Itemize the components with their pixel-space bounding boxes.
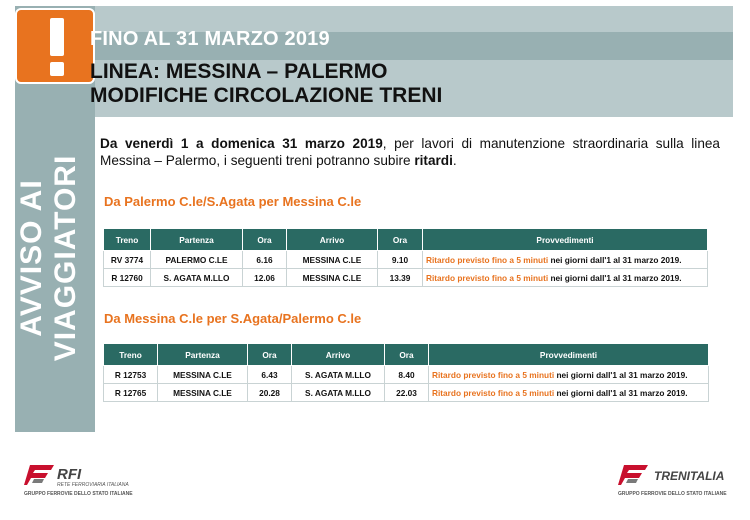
measures xyxy=(423,251,708,269)
divider xyxy=(95,117,733,127)
col-header-partenza: Partenza xyxy=(158,344,248,366)
measures xyxy=(429,384,709,402)
intro-ritardi: ritardi xyxy=(414,153,453,168)
period-text: nei giorni dall'1 al 31 marzo 2019. xyxy=(554,387,688,398)
col-header-ora: Ora xyxy=(243,229,287,251)
rfi-name: RFI xyxy=(57,466,82,483)
col-header-partenza: Partenza xyxy=(151,229,243,251)
train-number: RV 3774 xyxy=(104,251,151,269)
date-banner: FINO AL 31 MARZO 2019 xyxy=(90,28,330,50)
col-header-ora: Ora xyxy=(378,229,423,251)
arrival-station: S. AGATA M.LLO xyxy=(292,366,385,384)
delay-text: Ritardo previsto fino a 5 minuti xyxy=(426,272,549,283)
arrival-time: 22.03 xyxy=(385,384,429,402)
changes-title: MODIFICHE CIRCOLAZIONE TRENI xyxy=(90,84,443,107)
trenitalia-group: GRUPPO FERROVIE DELLO STATO ITALIANE xyxy=(618,491,727,497)
train-number: R 12753 xyxy=(104,366,158,384)
trenitalia-name: TRENITALIA xyxy=(654,469,725,483)
delay-text: Ritardo previsto fino a 5 minuti xyxy=(432,369,555,380)
col-header-treno: Treno xyxy=(104,229,151,251)
fs-logo-icon xyxy=(24,463,56,487)
departure-station: PALERMO C.LE xyxy=(151,251,243,269)
col-header-arrivo: Arrivo xyxy=(287,229,378,251)
intro-text: , per lavori di manutenzione straordinaria sulla linea Messina – Palermo, i seguenti treni potranno subire xyxy=(100,136,720,168)
col-header-ora: Ora xyxy=(248,344,292,366)
table-row xyxy=(104,269,708,287)
delay-text: Ritardo previsto fino a 5 minuti xyxy=(426,254,549,265)
train-number: R 12765 xyxy=(104,384,158,402)
measures xyxy=(429,366,709,384)
measures xyxy=(423,269,708,287)
vertical-line-2: VIAGGIATORI xyxy=(49,154,82,362)
period-text: nei giorni dall'1 al 31 marzo 2019. xyxy=(548,254,682,265)
delay-text: Ritardo previsto fino a 5 minuti xyxy=(432,387,555,398)
intro-dates: Da venerdì 1 a domenica 31 marzo 2019 xyxy=(100,136,383,151)
departure-station: MESSINA C.LE xyxy=(158,384,248,402)
arrival-time: 13.39 xyxy=(378,269,423,287)
rfi-group: GRUPPO FERROVIE DELLO STATO ITALIANE xyxy=(24,491,133,497)
departure-time: 6.16 xyxy=(243,251,287,269)
table-row xyxy=(104,366,709,384)
line-title: LINEA: MESSINA – PALERMO xyxy=(90,60,388,83)
departure-time: 20.28 xyxy=(248,384,292,402)
departure-station: S. AGATA M.LLO xyxy=(151,269,243,287)
table-row xyxy=(104,384,709,402)
arrival-time: 8.40 xyxy=(385,366,429,384)
col-header-provvedimenti: Provvedimenti xyxy=(429,344,709,366)
section-title: Da Palermo C.le/S.Agata per Messina C.le xyxy=(104,194,362,209)
period-text: nei giorni dall'1 al 31 marzo 2019. xyxy=(548,272,682,283)
col-header-ora: Ora xyxy=(385,344,429,366)
fs-logo-icon xyxy=(618,463,650,487)
section-title: Da Messina C.le per S.Agata/Palermo C.le xyxy=(104,311,362,326)
table-row xyxy=(104,251,708,269)
col-header-provvedimenti: Provvedimenti xyxy=(423,229,708,251)
timetable-palermo-messina xyxy=(103,228,708,287)
col-header-arrivo: Arrivo xyxy=(292,344,385,366)
train-number: R 12760 xyxy=(104,269,151,287)
arrival-station: MESSINA C.LE xyxy=(287,269,378,287)
col-header-treno: Treno xyxy=(104,344,158,366)
departure-time: 6.43 xyxy=(248,366,292,384)
arrival-station: MESSINA C.LE xyxy=(287,251,378,269)
departure-time: 12.06 xyxy=(243,269,287,287)
rfi-subtitle: RETE FERROVIARIA ITALIANA xyxy=(57,482,129,488)
arrival-time: 9.10 xyxy=(378,251,423,269)
intro-end: . xyxy=(452,153,457,168)
period-text: nei giorni dall'1 al 31 marzo 2019. xyxy=(554,369,688,380)
departure-station: MESSINA C.LE xyxy=(158,366,248,384)
arrival-station: S. AGATA M.LLO xyxy=(292,384,385,402)
alert-exclamation-icon xyxy=(15,8,95,84)
timetable-messina-palermo xyxy=(103,343,709,402)
intro-paragraph xyxy=(100,135,720,169)
vertical-line-1: AVVISO AI xyxy=(15,179,48,337)
